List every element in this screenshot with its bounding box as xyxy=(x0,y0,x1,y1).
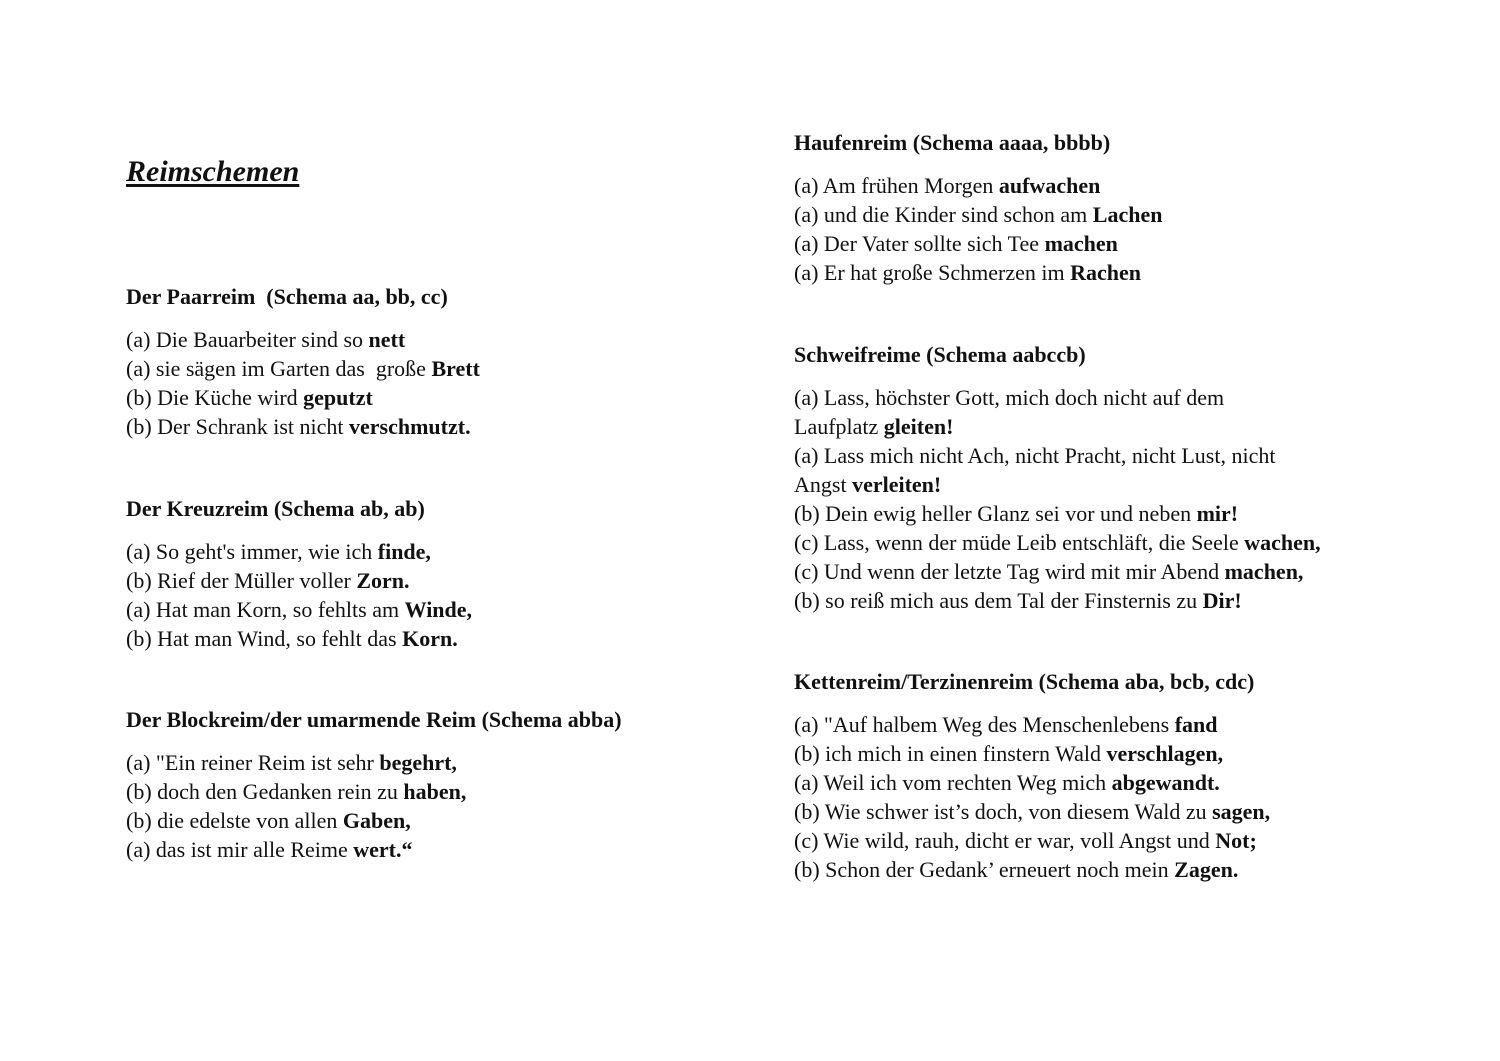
verse-line xyxy=(794,826,1454,855)
rhyme-word: machen, xyxy=(1224,559,1304,584)
verse-lines xyxy=(794,171,1454,287)
verse-line xyxy=(794,383,1454,412)
verse-line xyxy=(126,566,786,595)
verse-text: (b) Schon der Gedank’ erneuert noch mein xyxy=(794,857,1175,882)
verse-text: (a) Am frühen Morgen xyxy=(794,173,999,198)
section-heading: Schweifreime (Schema aabccb) xyxy=(794,342,1086,367)
verse-lines xyxy=(126,748,786,864)
rhyme-word: Zagen. xyxy=(1174,857,1239,882)
verse-text: (a) Lass mich nicht Ach, nicht Pracht, nicht Lust, nicht xyxy=(794,443,1276,468)
verse-text: (c) Wie wild, rauh, dicht er war, voll Angst und xyxy=(794,828,1216,853)
verse-line xyxy=(794,586,1454,615)
verse-line xyxy=(794,855,1454,884)
section-kreuzreim xyxy=(126,494,786,653)
verse-line xyxy=(794,412,1454,441)
verse-text: (b) Wie schwer ist’s doch, von diesem Wald zu xyxy=(794,799,1213,824)
verse-line xyxy=(126,835,786,864)
verse-lines xyxy=(126,537,786,653)
verse-text: (b) Hat man Wind, so fehlt das xyxy=(126,626,403,651)
rhyme-word: mir! xyxy=(1196,501,1239,526)
verse-line xyxy=(126,777,786,806)
verse-line xyxy=(126,383,786,412)
rhyme-word: Dir! xyxy=(1202,588,1242,613)
rhyme-word: haben, xyxy=(403,779,467,804)
verse-line xyxy=(794,229,1454,258)
verse-text: (a) So geht's immer, wie ich xyxy=(126,539,378,564)
rhyme-word: Winde, xyxy=(404,597,473,622)
verse-text: (b) ich mich in einen finstern Wald xyxy=(794,741,1107,766)
rhyme-word: machen xyxy=(1044,231,1118,256)
rhyme-word: finde, xyxy=(377,539,431,564)
rhyme-word: Brett xyxy=(431,356,480,381)
rhyme-word: aufwachen xyxy=(998,173,1101,198)
verse-text: (a) Hat man Korn, so fehlts am xyxy=(126,597,405,622)
section-heading: Haufenreim (Schema aaaa, bbbb) xyxy=(794,130,1111,155)
verse-lines xyxy=(794,710,1454,884)
section-schweifreime xyxy=(794,340,1454,615)
verse-line xyxy=(126,595,786,624)
verse-line xyxy=(794,528,1454,557)
rhyme-word: Rachen xyxy=(1070,260,1141,285)
rhyme-word: begehrt, xyxy=(379,750,457,775)
verse-line xyxy=(794,470,1454,499)
rhyme-word: verschlagen, xyxy=(1106,741,1224,766)
section-heading: Kettenreim/Terzinenreim (Schema aba, bcb, cdc) xyxy=(794,669,1255,694)
verse-line xyxy=(126,624,786,653)
verse-text: (c) Und wenn der letzte Tag wird mit mir Abend xyxy=(794,559,1225,584)
verse-line xyxy=(794,739,1454,768)
verse-line xyxy=(126,354,786,383)
rhyme-word: Korn. xyxy=(402,626,458,651)
verse-text: (a) sie sägen im Garten das große xyxy=(126,356,432,381)
verse-line xyxy=(794,797,1454,826)
verse-text: (b) Die Küche wird xyxy=(126,385,304,410)
rhyme-word: Lachen xyxy=(1092,202,1163,227)
verse-line xyxy=(794,258,1454,287)
verse-text: (a) Er hat große Schmerzen im xyxy=(794,260,1071,285)
section-heading: Der Kreuzreim (Schema ab, ab) xyxy=(126,496,425,521)
verse-text: (a) das ist mir alle Reime xyxy=(126,837,354,862)
verse-line xyxy=(126,412,786,441)
section-heading: Der Paarreim (Schema aa, bb, cc) xyxy=(126,284,448,309)
section-heading: Der Blockreim/der umarmende Reim (Schema abba) xyxy=(126,707,622,732)
rhyme-word: Gaben, xyxy=(342,808,411,833)
verse-line xyxy=(126,537,786,566)
verse-text: (b) Dein ewig heller Glanz sei vor und neben xyxy=(794,501,1197,526)
rhyme-word: Not; xyxy=(1215,828,1257,853)
section-haufenreim xyxy=(794,128,1454,287)
rhyme-word: wert.“ xyxy=(353,837,413,862)
rhyme-word: Zorn. xyxy=(356,568,410,593)
rhyme-word: verleiten! xyxy=(852,472,942,497)
verse-text: (b) Der Schrank ist nicht xyxy=(126,414,349,439)
verse-line xyxy=(126,748,786,777)
rhyme-word: nett xyxy=(368,327,406,352)
rhyme-word: wachen, xyxy=(1244,530,1321,555)
verse-line xyxy=(794,499,1454,528)
verse-line xyxy=(794,768,1454,797)
verse-text: (a) Lass, höchster Gott, mich doch nicht auf dem xyxy=(794,385,1225,410)
verse-lines xyxy=(794,383,1454,615)
verse-line xyxy=(794,710,1454,739)
page-title: Reimschemen xyxy=(126,155,300,188)
rhyme-word: abgewandt. xyxy=(1111,770,1220,795)
verse-line xyxy=(794,200,1454,229)
verse-line xyxy=(794,441,1454,470)
verse-text: Laufplatz xyxy=(794,414,884,439)
verse-text: (a) Der Vater sollte sich Tee xyxy=(794,231,1045,256)
verse-text: (b) die edelste von allen xyxy=(126,808,343,833)
verse-line xyxy=(794,557,1454,586)
verse-text: (a) "Ein reiner Reim ist sehr xyxy=(126,750,380,775)
verse-line xyxy=(126,325,786,354)
section-blockreim xyxy=(126,705,786,864)
verse-text: (b) doch den Gedanken rein zu xyxy=(126,779,404,804)
verse-lines xyxy=(126,325,786,441)
verse-text: (a) Die Bauarbeiter sind so xyxy=(126,327,369,352)
verse-text: (b) so reiß mich aus dem Tal der Finsternis zu xyxy=(794,588,1203,613)
rhyme-word: sagen, xyxy=(1212,799,1271,824)
rhyme-word: verschmutzt. xyxy=(349,414,471,439)
verse-line xyxy=(126,806,786,835)
verse-text: Angst xyxy=(794,472,853,497)
rhyme-word: fand xyxy=(1174,712,1218,737)
rhyme-word: gleiten! xyxy=(883,414,954,439)
verse-text: (b) Rief der Müller voller xyxy=(126,568,357,593)
verse-text: (a) Weil ich vom rechten Weg mich xyxy=(794,770,1112,795)
verse-text: (a) "Auf halbem Weg des Menschenlebens xyxy=(794,712,1175,737)
verse-line xyxy=(794,171,1454,200)
verse-text: (c) Lass, wenn der müde Leib entschläft, die Seele xyxy=(794,530,1245,555)
section-kettenreim xyxy=(794,667,1454,884)
rhyme-word: geputzt xyxy=(303,385,373,410)
section-paarreim xyxy=(126,282,786,441)
verse-text: (a) und die Kinder sind schon am xyxy=(794,202,1093,227)
